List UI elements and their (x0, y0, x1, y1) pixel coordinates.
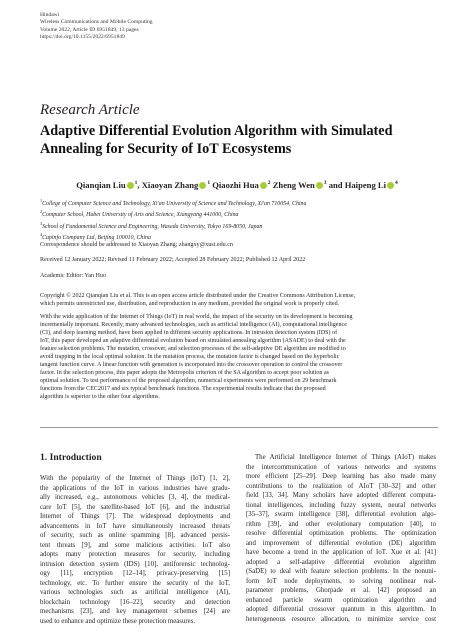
abstract-line: incrementally important. Recently, many advanced technologies, such as artificial intelligence (AI), computational intelligence (40, 322, 347, 329)
author-name: Qianqian Liu (76, 180, 126, 190)
section-heading: 1. Introduction (40, 452, 102, 463)
body-line: ogy [11], encryption [12–14], privacy-preserving [15] (40, 570, 230, 577)
left-column (40, 474, 230, 626)
title-line: Annealing for Security of IoT Ecosystems (40, 140, 292, 157)
correspondence: Correspondence should be addressed to Xiaoyan Zhang; zhangxy@xust.edu.cn (40, 242, 233, 248)
affiliation (40, 220, 440, 231)
body-line: ally increased, e.g., autonomous vehicles [3, 4], the medical- (40, 494, 230, 501)
abstract-line: tangent function curve. A linear function with generation is incorporated into the crossover operation to control the crossover (40, 362, 343, 369)
journal-volume: Volume 2022, Article ID 6951849, 13 pages (40, 26, 139, 33)
journal-header (40, 12, 340, 42)
author-separator: , (137, 180, 142, 190)
author-affil-num: 2 (267, 180, 271, 187)
body-line: contributions to the realization of AIoT [30–32] and other (246, 482, 436, 490)
body-line: the applications of the IoT in various industries have gradu- (40, 484, 230, 492)
orcid-icon[interactable] (199, 182, 206, 189)
body-line: technology, etc. To further ensure the security of the IoT, (40, 579, 230, 587)
body-line: more efficient [25–29]. Deep learning has also made many (246, 473, 436, 480)
body-line: intrusion detection system (IDS) [10], antiforensic technolog- (40, 560, 230, 568)
affiliation-text: Capinfo Company Ltd, Beijing 100010, China (42, 234, 151, 241)
section-divider (40, 427, 438, 428)
body-line: mechanisms [23], and key management schemes [24] are (40, 608, 230, 615)
author-name: Xiaoyan Zhang (141, 180, 199, 190)
body-line: have become a trend in the application of IoT. Xue et al. [41] (246, 549, 436, 556)
body-line: tent threats [9], and some malicious activities. IoT also (40, 541, 230, 549)
body-line: care IoT [5], the satellite-based IoT [6], and the industrial (40, 503, 230, 511)
body-line: form IoT node deployments, to solving nonlinear real- (246, 577, 436, 585)
affiliation-text: Computer School, Hubei University of Arts and Science, Xiangyang 441000, China (42, 212, 239, 219)
author-separator: and (326, 180, 345, 190)
body-line: adopted a self-adaptive differential evolution algorithm (246, 558, 436, 566)
abstract-line: optimal solution. To test performance of the proposed algorithm, numerical experiments were performed on 29 benchmark (40, 378, 337, 385)
right-column (246, 453, 436, 624)
affiliations (40, 197, 440, 242)
affiliation-num: 3 (40, 220, 43, 226)
body-line: and improvement of differential evolution (DE) algorithm (246, 539, 436, 547)
affiliation (40, 197, 440, 208)
body-line: heterogeneous resource allocation, to minimize service cost (246, 615, 436, 623)
publisher: Hindawi (40, 12, 60, 18)
paper-title (40, 123, 450, 158)
abstract-line: feature selection problems. The mutation, crossover, and selection processes of the self-adaptive DE algorithm are modified to (40, 346, 346, 353)
body-line: rithm [39], and other evolutionary computation [40], to (246, 520, 436, 528)
body-line: field [33, 34]. Many scholars have adopted different computa- (246, 492, 436, 499)
body-line: enhanced particle swarm optimization algorithm and (246, 596, 436, 604)
abstract-line: avoid trapping in the local optimal solution. In the mutation process, the mutation factor is changed based on the hyperbolic (40, 354, 340, 361)
abstract-line: (CI), and deep learning method, have been applied in different security applications. In intrusion detection system (IDS) of (40, 330, 338, 337)
orcid-icon[interactable] (316, 182, 323, 189)
orcid-icon[interactable] (260, 182, 267, 189)
abstract-line: With the wide application of the Internet of Things (IoT) in real world, the impact of the security on its development is becoming (40, 314, 353, 320)
body-line: With the popularity of the Internet of Things (IoT) [1, 2], (40, 475, 230, 482)
affiliation-num: 2 (40, 209, 43, 215)
affiliation-num: 1 (40, 198, 43, 203)
title-line: Adaptive Differential Evolution Algorithm with Simulated (40, 123, 393, 139)
author-name: Qiaozhi Hua (212, 180, 259, 190)
author-affil-num: 4 (395, 180, 398, 187)
article-dates: Received 12 January 2022; Revised 11 February 2022; Accepted 28 February 2022; Published 12 April 2022 (40, 257, 306, 263)
body-line: blockchain technology [16–22], security and detection (40, 598, 230, 606)
body-line: Internet of Things [7]. The widespread deployments and (40, 513, 230, 520)
body-line: the intercommunication of various networks and systems (246, 463, 436, 471)
orcid-icon[interactable] (387, 182, 394, 189)
author-affil-num: 3 (323, 180, 327, 187)
copyright-notice (40, 292, 438, 308)
abstract-line: functions from the CEC2017 and six typical benchmark functions. The experimental results indicate that the proposed (40, 386, 326, 393)
body-line: advancements in IoT have simultaneously increased threats (40, 522, 230, 530)
body-line: adopted differential crossover quantum in this algorithm. In (246, 606, 436, 613)
affiliation-num: 4 (40, 231, 43, 237)
body-line: (SaDE) to deal with feature selection problems. In the nonuni- (246, 568, 436, 575)
copyright-line: which permits unrestricted use, distribution, and reproduction in any medium, provided the original work is properly cited. (40, 301, 340, 307)
body-line: various technologies such as artificial intelligence (AI), (40, 589, 230, 596)
body-line: resolve differential optimization problems. The optimization (246, 530, 436, 537)
affiliation (40, 208, 440, 219)
body-line: parameter problems, Ghorpade et al. [42] proposed an (246, 587, 436, 594)
body-line: of security, such as online spamming [8], advanced persis- (40, 532, 230, 539)
abstract-line: IoT, this paper developed an adaptive differential evolution based on simulated annealing algorithm (ASADE) to deal with the (40, 338, 346, 345)
orcid-icon[interactable] (127, 182, 134, 189)
author-name: Haipeng Li (344, 180, 387, 190)
abstract (40, 313, 438, 402)
affiliation-text: School of Fundamental Science and Engineering, Waseda University, Tokyo 169-8050, Japan (42, 223, 263, 230)
body-line: The Artificial Intelligence Internet of Things (AIoT) makes (255, 454, 436, 461)
journal-name: Wireless Communications and Mobile Computing (40, 19, 153, 26)
academic-editor: Academic Editor: Yan Huo (40, 273, 107, 279)
body-line: tional intelligences, including fuzzy system, neural networks (246, 501, 436, 509)
journal-doi[interactable]: https://doi.org/10.1155/2022/6951849 (40, 34, 125, 41)
author-affil-num: 1 (134, 180, 138, 187)
body-line: used to enhance and optimize these protection measures. (40, 617, 196, 625)
article-type: Research Article (40, 102, 140, 118)
author-list (0, 180, 474, 190)
author-name: Zheng Wen (272, 180, 315, 190)
body-line: adopts many protection measures for security, including (40, 551, 230, 558)
body-line: [35–37], swarm intelligence [38], differential evolution algo- (246, 511, 436, 518)
affiliation-text: College of Computer Science and Technology, Xi'an University of Science and Technology, Xi'an 710054, China (42, 200, 307, 207)
abstract-line: factor. In the selection process, this paper adopts the Metropolis criterion of the SA algorithm to accept poor solution as (40, 370, 330, 377)
abstract-line: algorithm is superior to the other four algorithms. (40, 394, 160, 401)
author-affil-num: 1 (207, 180, 211, 187)
copyright-line: Copyright © 2022 Qianqian Liu et al. This is an open access article distributed under the Creative Commons Attribution License, (40, 293, 356, 299)
